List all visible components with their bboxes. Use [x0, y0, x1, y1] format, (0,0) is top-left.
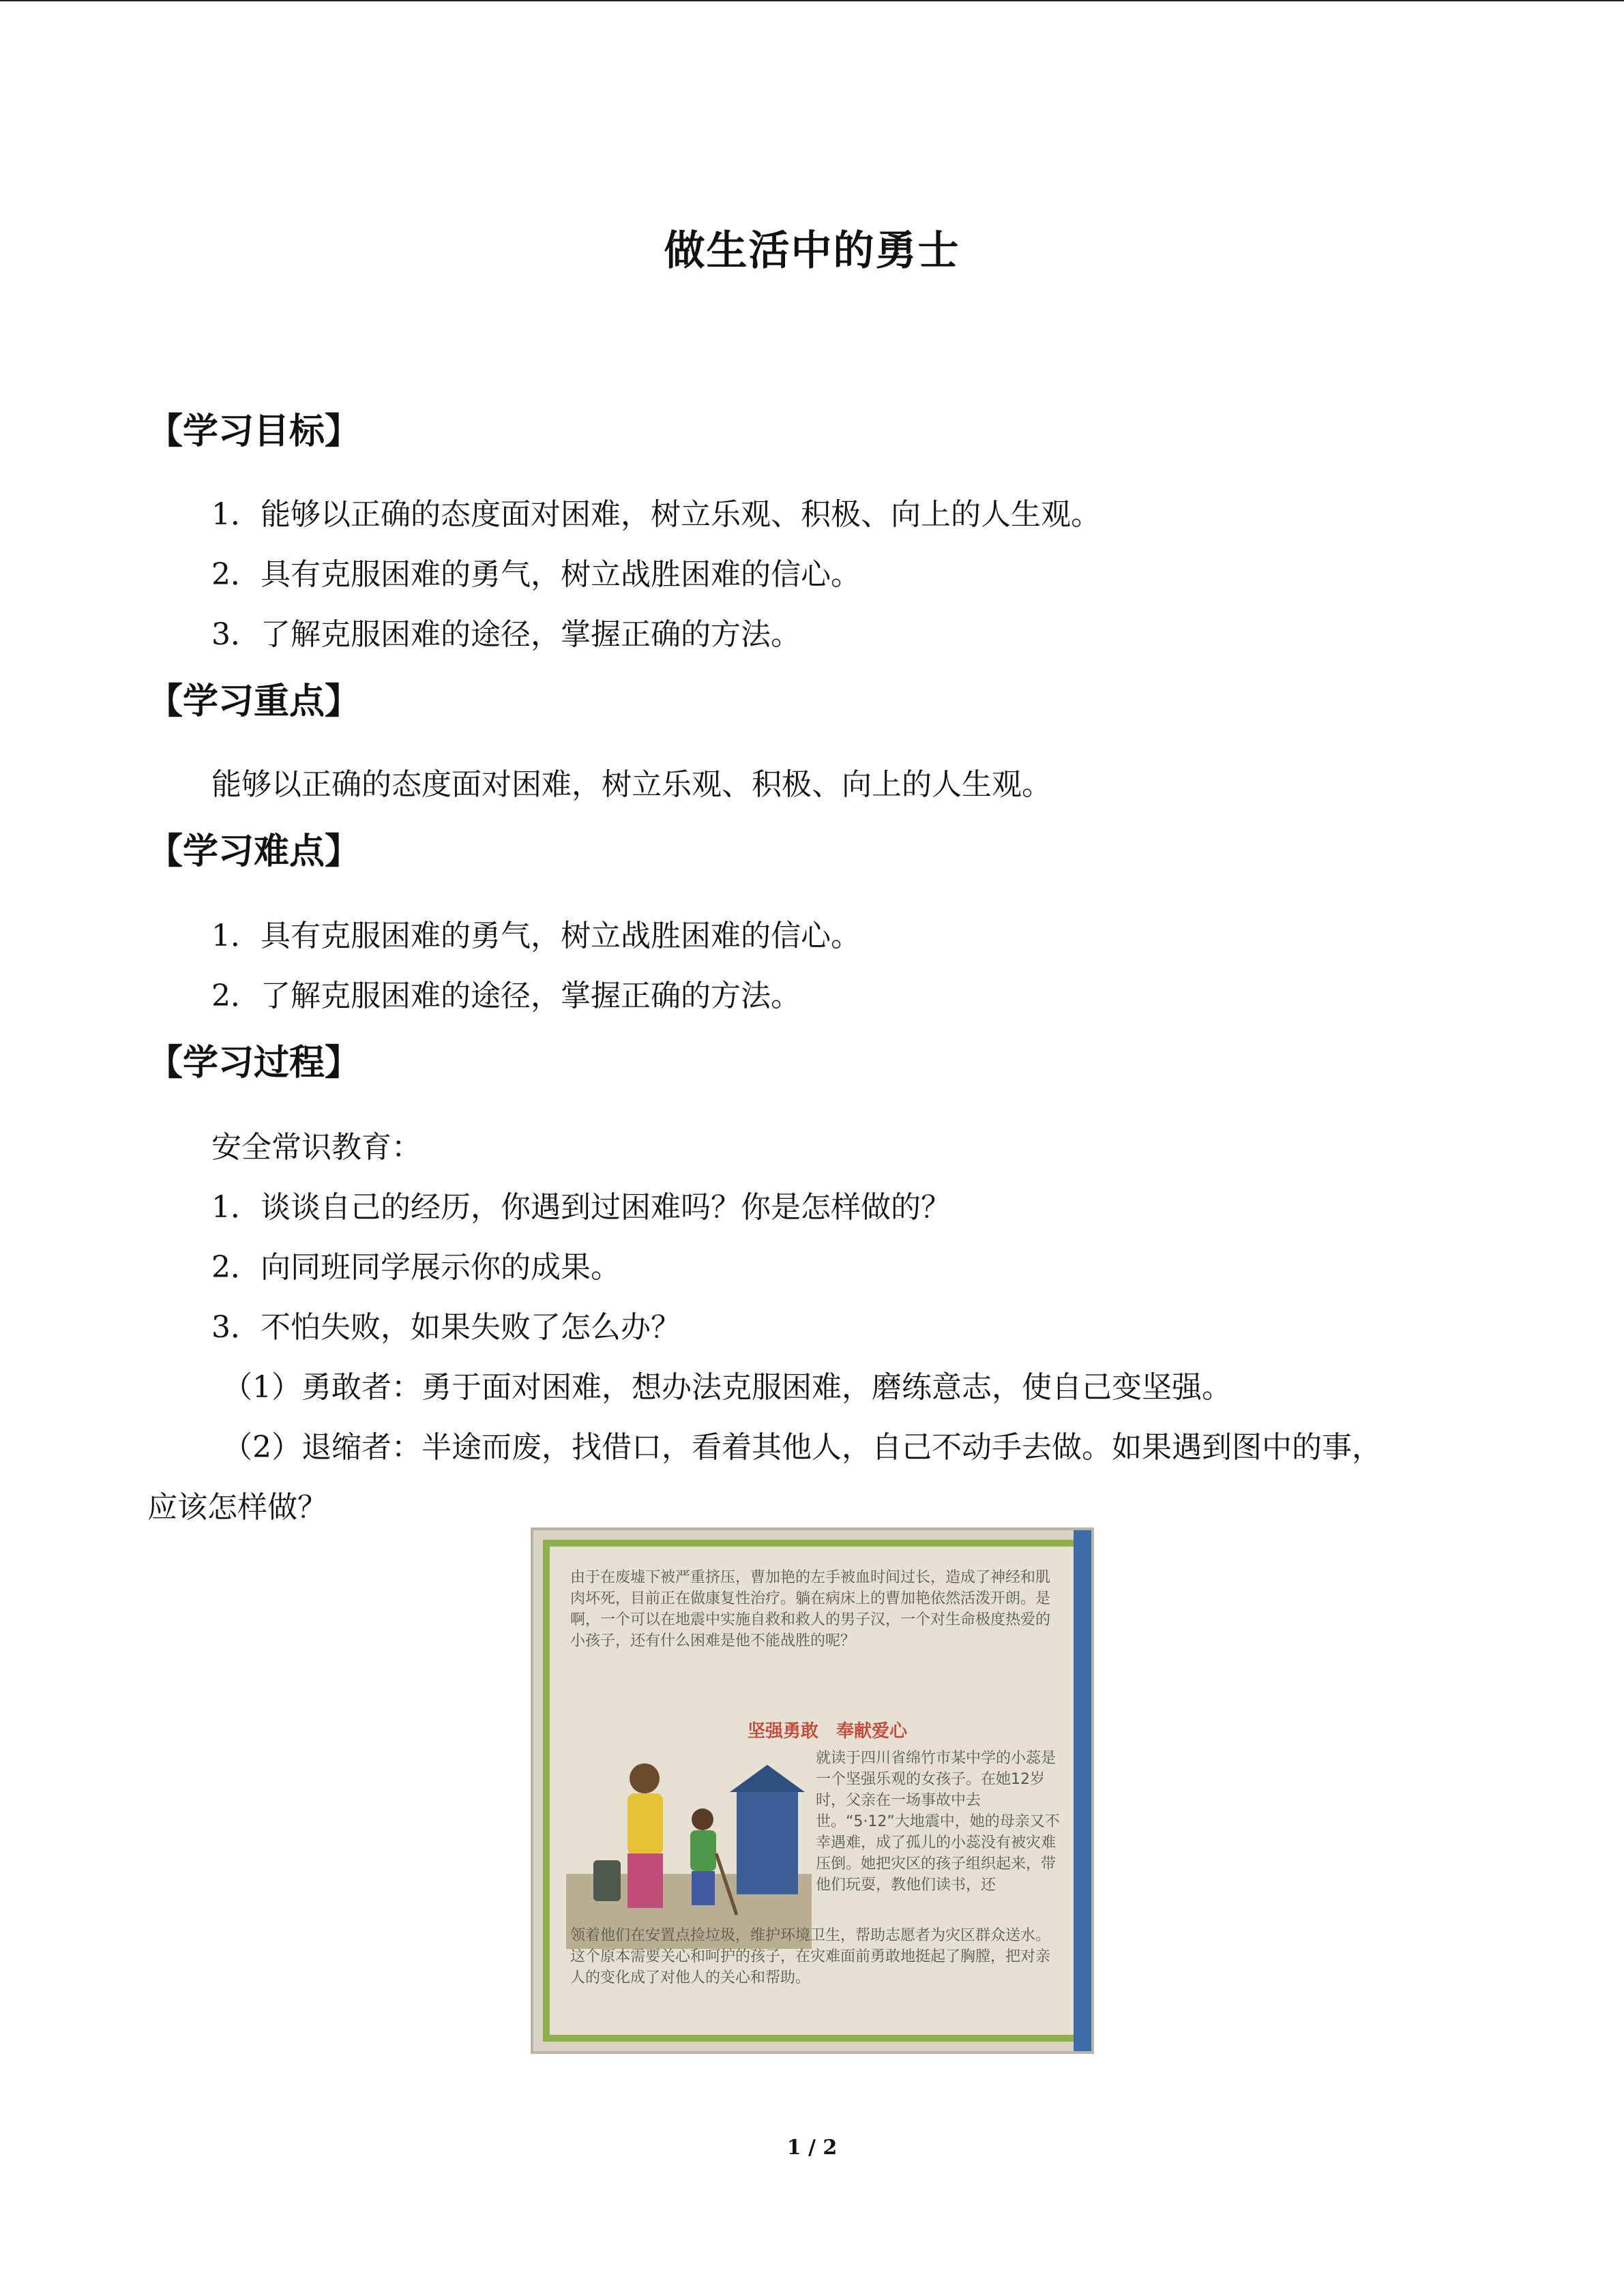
process-sub-2-line-2: 应该怎样做？ — [147, 1490, 327, 1525]
photo-frame — [543, 1540, 1082, 2042]
objective-item-1: 1．能够以正确的态度面对困难，树立乐观、积极、向上的人生观。 — [211, 497, 1101, 532]
top-rule — [0, 0, 1624, 1]
difficulty-item-1: 1．具有克服困难的勇气，树立战胜困难的信心。 — [211, 919, 861, 953]
process-sub-1: （1）勇敢者：勇于面对困难，想办法克服困难，磨练意志，使自己变坚强。 — [222, 1370, 1232, 1405]
photo-top-text: 由于在废墟下被严重挤压，曹加艳的左手被血时间过长，造成了神经和肌肉坏死，目前正在做康复性治疗。躺在病床上的曹加艳依然活泼开朗。是啊，一个可以在地震中实施自救和救人的男子汉，一个对生命极度热爱的小孩子，还有什么困难是他不能战胜的呢？ — [570, 1569, 1051, 1650]
photo-right-text: 就读于四川省绵竹市某中学的小蕊是一个坚强乐观的女孩子。在她12岁时，父亲在一场事故中去世。“5·12”大地震中，她的母亲又不幸遇难，成了孤儿的小蕊没有被灾难压倒。她把灾区的孩子组织起来，带他们玩耍，教他们读书，还 — [816, 1750, 1060, 1894]
page-number: 1 / 2 — [786, 2136, 838, 2160]
photo-book-edge — [1074, 1530, 1091, 2051]
textbook-photo — [531, 1527, 1094, 2054]
objective-item-3: 3．了解克服困难的途径，掌握正确的方法。 — [211, 617, 801, 652]
difficulties-heading: 【学习难点】 — [147, 831, 361, 872]
process-item-3: 3．不怕失败，如果失败了怎么办？ — [211, 1310, 681, 1345]
process-heading: 【学习过程】 — [147, 1043, 361, 1084]
objectives-heading: 【学习目标】 — [147, 411, 361, 452]
process-sub-2-line-1: （2）退缩者：半途而废，找借口，看着其他人，自己不动手去做。如果遇到图中的事， — [222, 1430, 1382, 1465]
key-points-text: 能够以正确的态度面对困难，树立乐观、积极、向上的人生观。 — [211, 767, 1052, 802]
photo-subheading: 坚强勇敢 奉献爱心 — [748, 1721, 908, 1742]
process-item-1: 1．谈谈自己的经历，你遇到过困难吗？你是怎样做的？ — [211, 1190, 951, 1225]
process-item-2: 2．向同班同学展示你的成果。 — [211, 1250, 621, 1285]
photo-bottom-text: 领着他们在安置点捡垃圾，维护环境卫生，帮助志愿者为灾区群众送水。这个原本需要关心和呵护的孩子，在灾难面前勇敢地挺起了胸膛，把对亲人的变化成了对他人的关心和帮助。 — [570, 1927, 1051, 1986]
difficulty-item-2: 2．了解克服困难的途径，掌握正确的方法。 — [211, 979, 801, 1013]
illustration-children-cleaning — [566, 1751, 812, 1949]
process-intro: 安全常识教育： — [211, 1130, 422, 1165]
key-points-heading: 【学习重点】 — [147, 681, 361, 722]
objective-item-2: 2．具有克服困难的勇气，树立战胜困难的信心。 — [211, 557, 861, 592]
page-title: 做生活中的勇士 — [664, 227, 960, 275]
